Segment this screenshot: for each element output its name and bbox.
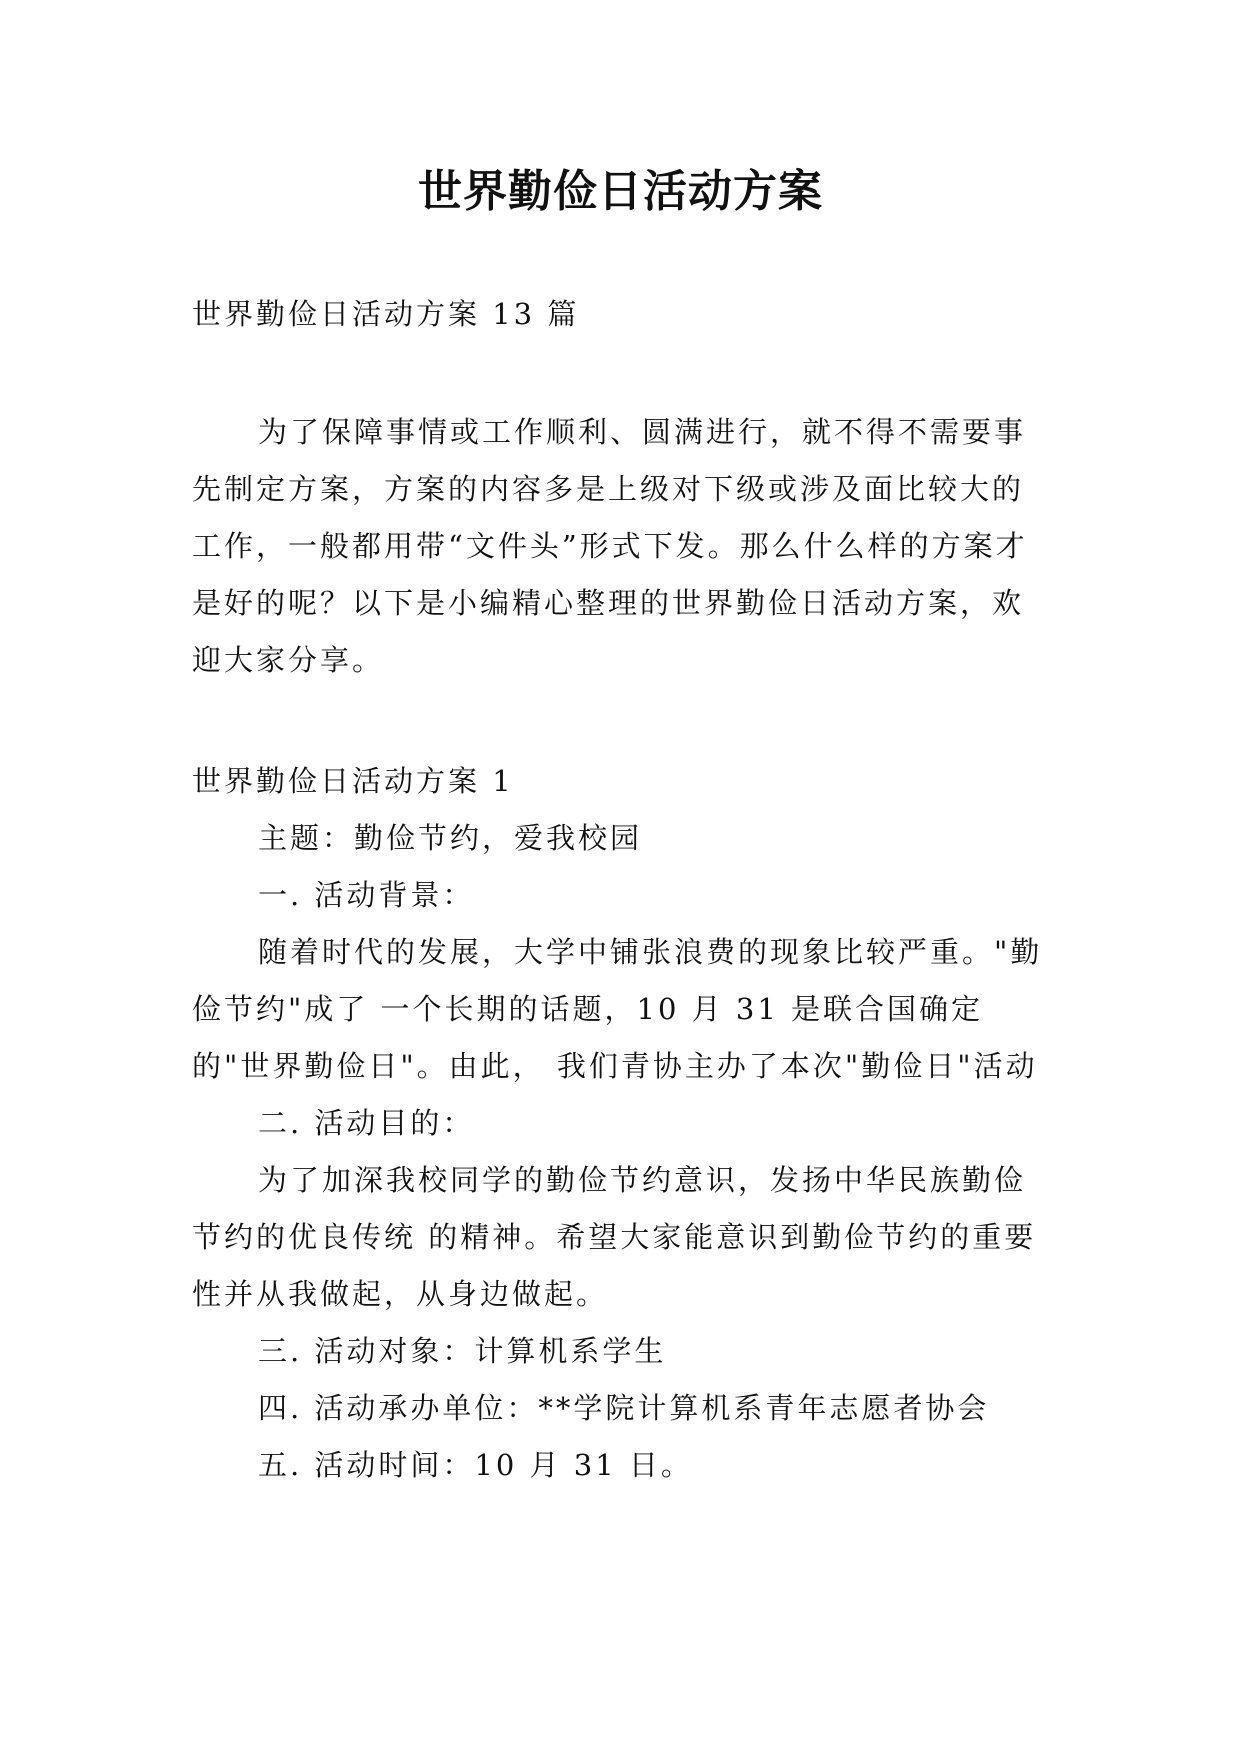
target-line: 三. 活动对象：计算机系学生 — [258, 1334, 667, 1368]
time-line: 五. 活动时间：10 月 31 日。 — [258, 1448, 693, 1482]
section-1 — [192, 753, 1052, 1494]
intro-paragraph: 为了保障事情或工作顺利、圆满进行，就不得不需要事先制定方案，方案的内容多是上级对下级或涉及面比较大的工作，一般都用带“文件头”形式下发。那么什么样的方案才是好的呢？以下是小编精心整理的世界勤俭日活动方案，欢迎大家分享。 — [192, 415, 1028, 677]
purpose-heading: 二. 活动目的： — [258, 1106, 475, 1140]
document-title: 世界勤俭日活动方案 — [418, 166, 823, 217]
organizer-line: 四. 活动承办单位：**学院计算机系青年志愿者协会 — [258, 1391, 990, 1425]
purpose-paragraph: 为了加深我校同学的勤俭节约意识，发扬中华民族勤俭节约的优良传统 的精神。希望大家能意识到勤俭节约的重要性并从我做起，从身边做起。 — [192, 1163, 1037, 1311]
section-heading: 世界勤俭日活动方案 1 — [192, 764, 514, 798]
theme-line: 主题：勤俭节约，爱我校园 — [258, 821, 643, 855]
document-subtitle: 世界勤俭日活动方案 13 篇 — [192, 297, 580, 331]
background-paragraph: 随着时代的发展，大学中铺张浪费的现象比较严重。"勤俭节约"成了 一个长期的话题，10 月 31 是联合国确定的"世界勤俭日"。由此， 我们青协主办了本次"勤俭日"活动 — [192, 935, 1043, 1083]
background-heading: 一. 活动背景： — [258, 878, 475, 912]
